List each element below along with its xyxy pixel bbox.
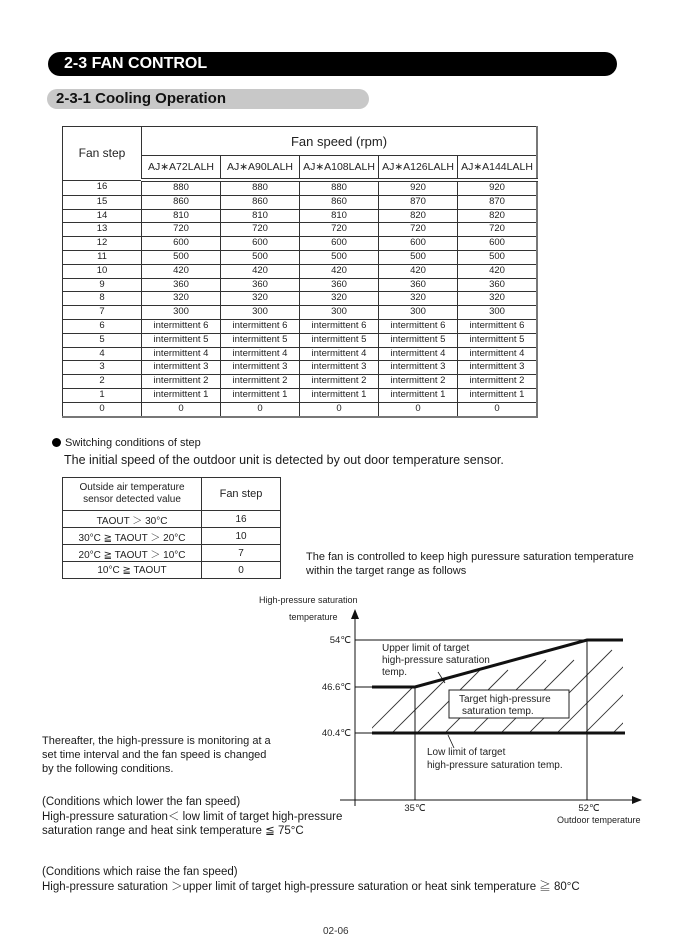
fan-speed-cell: 720 xyxy=(458,223,538,237)
fan-speed-cell: 360 xyxy=(458,278,538,292)
fan-speed-cell: 600 xyxy=(458,237,538,251)
fan-speed-cell: intermittent 1 xyxy=(142,388,221,402)
fan-speed-cell: 300 xyxy=(458,306,538,320)
fan-speed-cell: intermittent 1 xyxy=(379,388,458,402)
fan-step-cell: 5 xyxy=(63,333,142,347)
model-header: AJ∗A126LALH xyxy=(379,156,458,181)
monitoring-text xyxy=(42,734,271,776)
fan-speed-cell: 810 xyxy=(142,209,221,223)
model-header: AJ∗A108LALH xyxy=(300,156,379,181)
fan-speed-cell: 320 xyxy=(379,292,458,306)
fan-step-cell: 2 xyxy=(63,375,142,389)
text-line: High-pressure saturation＜ low limit of target high-pressure xyxy=(42,810,343,823)
fan-speed-cell: 500 xyxy=(221,250,300,264)
subsection-title: 2-3-1 Cooling Operation xyxy=(47,89,369,109)
fan-speed-cell: 880 xyxy=(142,180,221,195)
x-axis-arrow-icon xyxy=(632,796,642,804)
fan-speed-cell: intermittent 2 xyxy=(458,375,538,389)
fan-speed-cell: 360 xyxy=(221,278,300,292)
fan-step-cell: 4 xyxy=(63,347,142,361)
fan-speed-cell: 420 xyxy=(142,264,221,278)
fan-speed-cell: 420 xyxy=(221,264,300,278)
fan-speed-cell: 500 xyxy=(300,250,379,264)
fan-speed-cell: intermittent 5 xyxy=(379,333,458,347)
fan-speed-cell: intermittent 2 xyxy=(142,375,221,389)
fan-speed-cell: 720 xyxy=(142,223,221,237)
text-line: set time interval and the fan speed is changed xyxy=(42,749,267,761)
switching-intro: The initial speed of the outdoor unit is detected by out door temperature sensor. xyxy=(64,453,504,467)
low-limit-label: Low limit of target xyxy=(427,747,506,758)
text-line: Thereafter, the high-pressure is monitoring at a xyxy=(42,735,271,747)
fan-speed-cell: intermittent 1 xyxy=(300,388,379,402)
model-header: AJ∗A72LALH xyxy=(142,156,221,181)
fan-speed-cell: 720 xyxy=(300,223,379,237)
page-number: 02-06 xyxy=(323,926,349,937)
fan-speed-cell: 860 xyxy=(221,195,300,209)
fan-speed-cell: 0 xyxy=(300,402,379,416)
fan-speed-cell: 0 xyxy=(379,402,458,416)
model-header: AJ∗A90LALH xyxy=(221,156,300,181)
fan-speed-cell: intermittent 2 xyxy=(300,375,379,389)
y-axis-arrow-icon xyxy=(351,609,359,619)
fan-step-cell: 14 xyxy=(63,209,142,223)
fan-speed-cell: 820 xyxy=(379,209,458,223)
fan-speed-cell: 500 xyxy=(458,250,538,264)
fan-speed-cell: intermittent 1 xyxy=(458,388,538,402)
fan-speed-cell: 810 xyxy=(300,209,379,223)
fan-speed-cell: 320 xyxy=(458,292,538,306)
fan-speed-cell: 600 xyxy=(221,237,300,251)
fan-speed-cell: 420 xyxy=(458,264,538,278)
target-label: Target high-pressure xyxy=(459,694,551,705)
text-line: saturation range and heat sink temperature ≦ 75°C xyxy=(42,825,304,837)
fan-speed-cell: 600 xyxy=(300,237,379,251)
fan-speed-cell: intermittent 1 xyxy=(221,388,300,402)
temperature-condition-cell: TAOUT ＞ 30°C xyxy=(63,511,202,528)
fan-step-cell: 15 xyxy=(63,195,142,209)
fan-speed-cell: 360 xyxy=(379,278,458,292)
fan-speed-cell: intermittent 5 xyxy=(458,333,538,347)
fan-step-cell: 13 xyxy=(63,223,142,237)
fan-speed-cell: 300 xyxy=(300,306,379,320)
fan-speed-cell: intermittent 6 xyxy=(458,319,538,333)
fan-step-cell: 7 xyxy=(202,545,281,562)
fan-step-cell: 10 xyxy=(202,528,281,545)
fan-speed-cell: intermittent 4 xyxy=(458,347,538,361)
conditions-heading: (Conditions which raise the fan speed) xyxy=(42,866,238,878)
fan-step-cell: 1 xyxy=(63,388,142,402)
fan-speed-cell: 420 xyxy=(379,264,458,278)
fan-speed-cell: 360 xyxy=(300,278,379,292)
y-axis-label: High-pressure saturation xyxy=(259,595,358,605)
temperature-condition-cell: 20°C ≧ TAOUT ＞ 10°C xyxy=(63,545,202,562)
model-header: AJ∗A144LALH xyxy=(458,156,538,181)
fan-step-cell: 11 xyxy=(63,250,142,264)
fan-step-cell: 16 xyxy=(202,511,281,528)
fan-speed-cell: 820 xyxy=(458,209,538,223)
fan-speed-cell: 920 xyxy=(458,180,538,195)
header-line: Outside air temperature xyxy=(79,482,185,493)
fan-speed-cell: 870 xyxy=(379,195,458,209)
fan-speed-cell: 810 xyxy=(221,209,300,223)
fan-speed-cell: 420 xyxy=(300,264,379,278)
fan-speed-cell: 870 xyxy=(458,195,538,209)
section-title: 2-3 FAN CONTROL xyxy=(48,52,617,76)
fan-speed-cell: intermittent 3 xyxy=(300,361,379,375)
upper-limit-label: Upper limit of target xyxy=(382,643,470,654)
fan-speed-cell: 880 xyxy=(221,180,300,195)
fan-speed-cell: intermittent 4 xyxy=(379,347,458,361)
upper-limit-label: temp. xyxy=(382,667,408,678)
conditions-heading: (Conditions which lower the fan speed) xyxy=(42,796,241,808)
header-line: sensor detected value xyxy=(83,494,181,505)
target-label: saturation temp. xyxy=(462,706,534,717)
fan-speed-cell: 320 xyxy=(142,292,221,306)
y-axis-label: temperature xyxy=(289,612,338,622)
x-axis-label: Outdoor temperature xyxy=(557,815,641,825)
fan-speed-cell: 0 xyxy=(221,402,300,416)
fan-step-cell: 10 xyxy=(63,264,142,278)
fan-step-cell: 16 xyxy=(63,180,142,195)
text-line: by the following conditions. xyxy=(42,763,174,775)
fan-speed-cell: intermittent 3 xyxy=(379,361,458,375)
temperature-condition-cell: 10°C ≧ TAOUT xyxy=(63,562,202,579)
fan-step-cell: 3 xyxy=(63,361,142,375)
text-line: High-pressure saturation ＞upper limit of target high-pressure saturation or heat sink temperature ≧ 80°C xyxy=(42,880,580,893)
fan-speed-cell: 360 xyxy=(142,278,221,292)
x-tick: 52℃ xyxy=(578,803,600,814)
y-tick: 40.4℃ xyxy=(321,728,351,739)
fan-speed-cell: 720 xyxy=(379,223,458,237)
fan-step-cell: 0 xyxy=(63,402,142,416)
fan-step-cell: 8 xyxy=(63,292,142,306)
fan-speed-cell: intermittent 2 xyxy=(221,375,300,389)
fan-speed-cell: 300 xyxy=(379,306,458,320)
temperature-condition-cell: 30°C ≧ TAOUT ＞ 20°C xyxy=(63,528,202,545)
fan-speed-cell: 880 xyxy=(300,180,379,195)
fan-speed-cell: 320 xyxy=(221,292,300,306)
lower-conditions xyxy=(42,795,342,839)
fan-speed-cell: intermittent 6 xyxy=(300,319,379,333)
fan-speed-cell: intermittent 3 xyxy=(458,361,538,375)
fan-speed-cell: intermittent 6 xyxy=(221,319,300,333)
fan-speed-cell: 0 xyxy=(142,402,221,416)
fan-speed-cell: 860 xyxy=(142,195,221,209)
fan-speed-cell: 500 xyxy=(142,250,221,264)
fan-speed-cell: intermittent 5 xyxy=(142,333,221,347)
fan-speed-header: Fan speed (rpm) xyxy=(142,127,538,156)
fan-speed-cell: intermittent 5 xyxy=(221,333,300,347)
fan-speed-cell: 0 xyxy=(458,402,538,416)
fan-speed-cell: 860 xyxy=(300,195,379,209)
switching-title: Switching conditions of step xyxy=(65,437,201,449)
low-limit-label: high-pressure saturation temp. xyxy=(427,760,563,771)
fan-speed-cell: 500 xyxy=(379,250,458,264)
fan-step-header: Fan step xyxy=(202,478,281,511)
fan-speed-cell: 600 xyxy=(142,237,221,251)
fan-step-cell: 9 xyxy=(63,278,142,292)
fan-speed-cell: intermittent 3 xyxy=(221,361,300,375)
fan-speed-cell: intermittent 5 xyxy=(300,333,379,347)
raise-conditions xyxy=(42,865,580,894)
fan-speed-cell: intermittent 3 xyxy=(142,361,221,375)
desc-line: The fan is controlled to keep high puressure saturation temperature xyxy=(306,551,634,563)
fan-speed-cell: 300 xyxy=(221,306,300,320)
fan-step-cell: 0 xyxy=(202,562,281,579)
fan-speed-cell: intermittent 4 xyxy=(221,347,300,361)
fan-speed-cell: intermittent 2 xyxy=(379,375,458,389)
fan-speed-cell: 920 xyxy=(379,180,458,195)
fan-speed-cell: intermittent 6 xyxy=(142,319,221,333)
x-tick: 35℃ xyxy=(404,803,426,814)
y-tick: 46.6℃ xyxy=(321,682,351,693)
fan-speed-cell: 320 xyxy=(300,292,379,306)
fan-step-cell: 12 xyxy=(63,237,142,251)
fan-speed-cell: 600 xyxy=(379,237,458,251)
desc-line: within the target range as follows xyxy=(306,565,467,577)
y-tick: 54℃ xyxy=(329,635,351,646)
fan-step-cell: 7 xyxy=(63,306,142,320)
fan-step-cell: 6 xyxy=(63,319,142,333)
fan-speed-cell: 720 xyxy=(221,223,300,237)
fan-speed-cell: intermittent 4 xyxy=(142,347,221,361)
fan-step-header: Fan step xyxy=(63,127,142,181)
fan-speed-cell: intermittent 4 xyxy=(300,347,379,361)
upper-limit-label: high-pressure saturation xyxy=(382,655,490,666)
fan-speed-cell: intermittent 6 xyxy=(379,319,458,333)
fan-speed-cell: 300 xyxy=(142,306,221,320)
